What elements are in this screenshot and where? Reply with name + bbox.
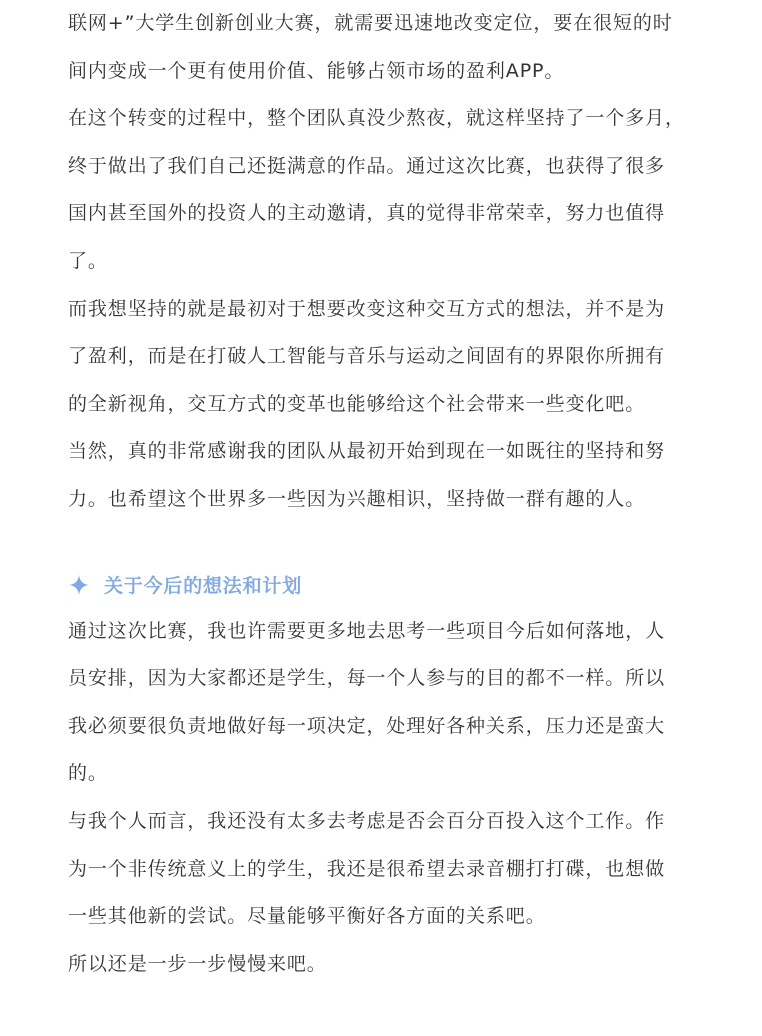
text-line: 联网+”大学生创新创业大赛，就需要迅速地改变定位，要在很短的时: [68, 12, 673, 34]
text-line: 所以还是一步一步慢慢来吧。: [68, 952, 327, 975]
text-line: 当然，真的非常感谢我的团队从最初开始到现在一如既往的坚持和努: [68, 440, 666, 463]
text-line: 我必须要很负责地做好每一项决定，处理好各种关系，压力还是蛮大: [68, 714, 666, 737]
paragraph: [68, 608, 708, 798]
text-line: 通过这次比赛，我也许需要更多地去思考一些项目今后如何落地，人: [68, 619, 666, 642]
article-body: [68, 0, 708, 988]
paragraph-group-top: [68, 0, 708, 524]
section-spacer: [68, 524, 708, 562]
paragraph: [68, 286, 708, 429]
text-line: 为一个非传统意义上的学生，我还是很希望去录音棚打打碟，也想做: [68, 857, 666, 880]
text-line: 在这个转变的过程中，整个团队真没少熬夜，就这样坚持了一个多月，: [68, 107, 685, 130]
paragraph: [68, 941, 708, 989]
paragraph: [68, 0, 708, 95]
paragraph: [68, 428, 708, 523]
section-title: 关于今后的想法和计划: [104, 575, 303, 598]
text-line: 员安排，因为大家都还是学生，每一个人参与的目的都不一样。所以: [68, 667, 666, 690]
text-line: 一些其他新的尝试。尽量能够平衡好各方面的关系吧。: [68, 905, 546, 928]
text-line: 国内甚至国外的投资人的主动邀请，真的觉得非常荣幸，努力也值得: [68, 202, 666, 225]
sparkle-icon: [68, 574, 90, 596]
text-line: 的。: [68, 762, 108, 785]
paragraph: [68, 798, 708, 941]
text-line: 了。: [68, 249, 108, 272]
paragraph-group-bottom: [68, 608, 708, 989]
text-line: 终于做出了我们自己还挺满意的作品。通过这次比赛，也获得了很多: [68, 154, 666, 177]
text-line: 与我个人而言，我还没有太多去考虑是否会百分百投入这个工作。作: [68, 809, 666, 832]
section-heading: [68, 562, 708, 608]
text-line: 力。也希望这个世界多一些因为兴趣相识，坚持做一群有趣的人。: [68, 487, 646, 510]
text-line: 了盈利，而是在打破人工智能与音乐与运动之间固有的界限你所拥有: [68, 345, 666, 368]
paragraph: [68, 95, 708, 285]
text-line: 的全新视角，交互方式的变革也能够给这个社会带来一些变化吧。: [68, 392, 646, 415]
text-line: 而我想坚持的就是最初对于想要改变这种交互方式的想法，并不是为: [68, 297, 666, 320]
text-line: 间内变成一个更有使用价值、能够占领市场的盈利APP。: [68, 59, 565, 82]
